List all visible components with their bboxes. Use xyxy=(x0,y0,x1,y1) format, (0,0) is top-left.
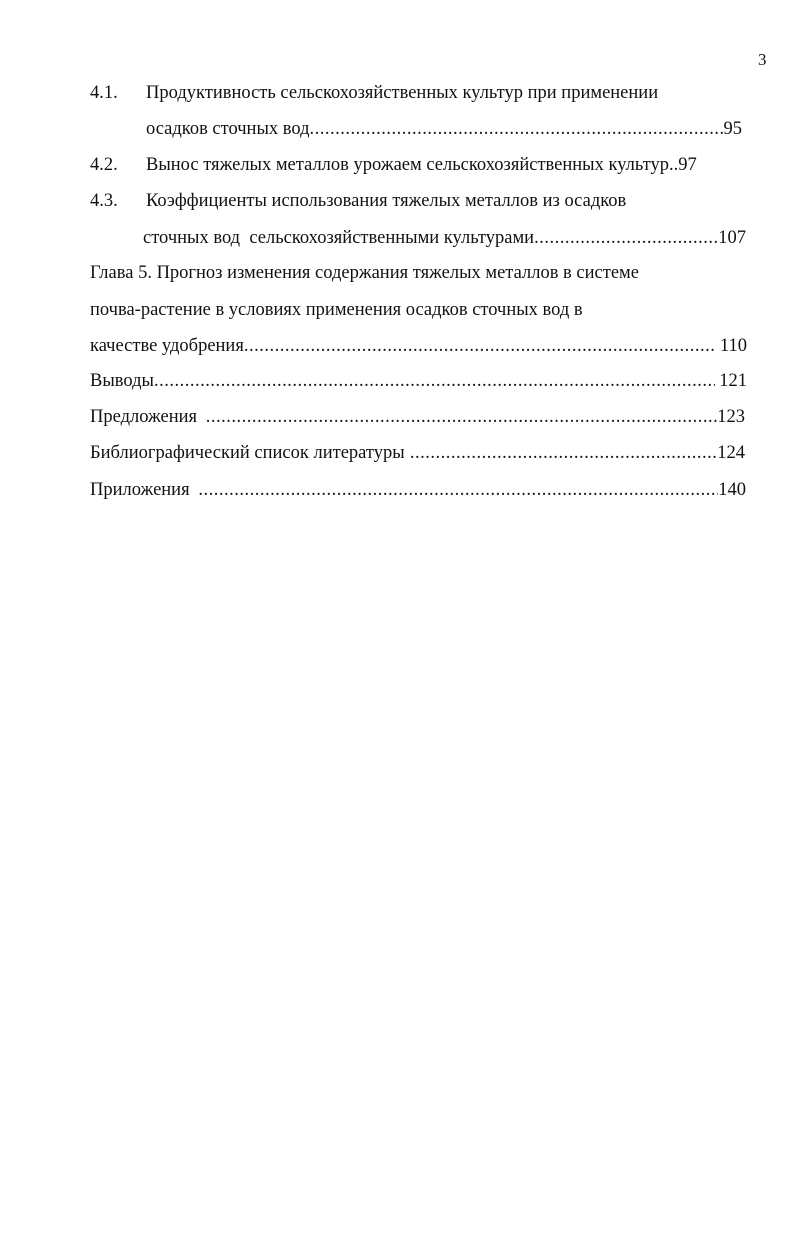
entry-title: Выводы xyxy=(90,371,154,391)
section-title: Продуктивность сельскохозяйственных культур при применении xyxy=(146,83,659,103)
section-number: 4.2. xyxy=(90,155,118,175)
leader-dots xyxy=(206,404,718,430)
page-reference: 124 xyxy=(717,443,745,463)
toc-entry-4-3-line-2 xyxy=(143,225,746,251)
leader-dots xyxy=(410,440,717,466)
page-reference: 123 xyxy=(717,407,745,427)
entry-title: Приложения xyxy=(90,480,190,500)
toc-entry-bibliography xyxy=(90,440,745,466)
leader-dots xyxy=(244,333,715,359)
leader-dots xyxy=(154,368,715,394)
toc-entry-4-1-line-2 xyxy=(146,116,742,142)
section-title: Вынос тяжелых металлов урожаем сельскохозяйственных культур..97 xyxy=(146,155,697,175)
section-number: 4.1. xyxy=(90,83,118,103)
section-number: 4.3. xyxy=(90,191,118,211)
toc-entry-4-3-line-1 xyxy=(90,188,626,214)
leader-dots xyxy=(310,116,724,142)
entry-title: Предложения xyxy=(90,407,198,427)
entry-title: Библиографический список литературы xyxy=(90,443,405,463)
toc-entry-chapter-5-line-1 xyxy=(90,260,639,286)
chapter-title: Глава 5. Прогноз изменения содержания тяжелых металлов в системе xyxy=(90,263,639,283)
toc-entry-appendices xyxy=(90,477,746,503)
chapter-title-continued: почва-растение в условиях применения осадков сточных вод в xyxy=(90,300,583,320)
leader-dots xyxy=(534,225,718,251)
page-number: 3 xyxy=(758,50,767,69)
chapter-title-continued: качестве удобрения xyxy=(90,336,244,356)
page-reference: 107 xyxy=(718,228,746,248)
page-reference: 110 xyxy=(715,336,747,356)
leader-dots xyxy=(198,477,718,503)
section-title-continued: осадков сточных вод xyxy=(146,119,310,139)
toc-entry-4-2 xyxy=(90,152,697,178)
section-title-continued: сточных вод сельскохозяйственными культурами xyxy=(143,228,535,248)
page-reference: 140 xyxy=(718,480,746,500)
toc-entry-chapter-5-line-3 xyxy=(90,333,747,359)
spacer xyxy=(197,404,206,430)
toc-entry-chapter-5-line-2 xyxy=(90,297,583,323)
toc-entry-4-1-line-1 xyxy=(90,80,658,106)
toc-entry-proposals xyxy=(90,404,745,430)
spacer xyxy=(190,477,199,503)
toc-entry-conclusions xyxy=(90,368,747,394)
section-title: Коэффициенты использования тяжелых металлов из осадков xyxy=(146,191,627,211)
page-reference: 121 xyxy=(714,371,747,391)
page-reference: 95 xyxy=(723,119,742,139)
